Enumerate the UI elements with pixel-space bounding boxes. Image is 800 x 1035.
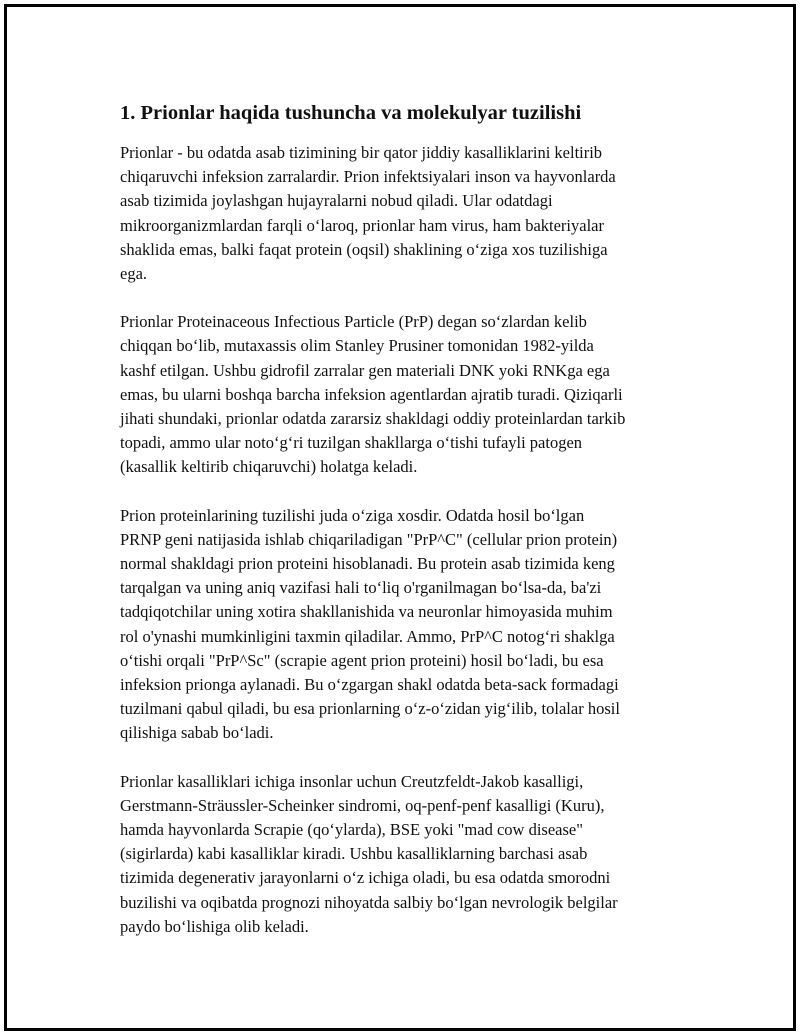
text-line: tadqiqotchilar uning xotira shakllanishida va neuronlar himoyasida muhim <box>120 602 613 622</box>
paragraph-2 <box>120 310 700 479</box>
text-line: PRNP geni natijasida ishlab chiqariladigan "PrP^C" (cellular prion protein) <box>120 529 618 549</box>
text-line: hamda hayvonlarda Scrapie (qoʻylarda), BSE yoki "mad cow disease" <box>120 820 583 840</box>
text-line: emas, bu ularni boshqa barcha infeksion agentlardan ajratib turadi. Qiziqarli <box>120 384 623 404</box>
page-title: 1. Prionlar haqida tushuncha va molekulyar tuzilishi <box>120 102 582 124</box>
text-line: paydo boʻlishiga olib keladi. <box>120 916 309 936</box>
text-line: tarqalgan va uning aniq vazifasi hali toʻliq o'rganilmagan boʻlsa-da, ba'zi <box>120 578 602 598</box>
text-line: Prionlar Proteinaceous Infectious Particle (PrP) degan soʻzlardan kelib <box>120 312 587 332</box>
text-line: tuzilmani qabul qiladi, bu esa prionlarning oʻz-oʻzidan yigʻilib, tolalar hosil <box>120 699 620 719</box>
text-line: oʻtishi orqali "PrP^Sc" (scrapie agent prion proteini) hosil boʻladi, bu esa <box>120 650 604 670</box>
text-line: ega. <box>120 264 148 284</box>
text-line: Prionlar - bu odatda asab tizimining bir qator jiddiy kasalliklarini keltirib <box>120 143 603 162</box>
paragraph-3 <box>120 504 700 746</box>
text-line: shaklida emas, balki faqat protein (oqsil) shaklining oʻziga xos tuzilishiga <box>120 239 608 259</box>
text-line: topadi, ammo ular notoʻgʻri tuzilgan shakllarga oʻtishi tufayli patogen <box>120 433 583 453</box>
text-line: rol o'ynashi mumkinligini taxmin qiladilar. Ammo, PrP^C notogʻri shaklga <box>120 626 615 646</box>
paragraph-4 <box>120 770 700 939</box>
text-line: Prion proteinlarining tuzilishi juda oʻziga xosdir. Odatda hosil boʻlgan <box>120 505 585 525</box>
text-line: Gerstmann-Sträussler-Scheinker sindromi, oq-penf-penf kasalligi (Kuru), <box>120 795 605 815</box>
paragraph-1 <box>120 141 700 286</box>
text-line: infeksion prionga aylanadi. Bu oʻzgargan shakl odatda beta-sack formadagi <box>120 675 619 695</box>
text-line: chiqaruvchi infeksion zarralardir. Prion infektsiyalari inson va hayvonlarda <box>120 167 616 187</box>
text-line: kashf etilgan. Ushbu gidrofil zarralar gen materiali DNK yoki RNKga ega <box>120 360 610 380</box>
text-line: asab tizimida joylashgan hujayralarni nobud qiladi. Ular odatdagi <box>120 191 553 211</box>
text-line: Prionlar kasalliklari ichiga insonlar uchun Creutzfeldt-Jakob kasalligi, <box>120 771 584 791</box>
document-body <box>120 99 700 963</box>
text-line: (kasallik keltirib chiqaruvchi) holatga keladi. <box>120 457 418 477</box>
text-line: qilishiga sabab boʻladi. <box>120 723 274 743</box>
text-line: jihati shundaki, prionlar odatda zararsiz shakldagi oddiy proteinlardan tarkib <box>120 409 626 429</box>
text-line: chiqqan boʻlib, mutaxassis olim Stanley Prusiner tomonidan 1982-yilda <box>120 336 594 356</box>
text-line: tizimida degenerativ jarayonlarni oʻz ichiga oladi, bu esa odatda smorodni <box>120 868 611 888</box>
text-line: normal shakldagi prion proteini hisoblanadi. Bu protein asab tizimida keng <box>120 554 615 574</box>
text-line: mikroorganizmlardan farqli oʻlaroq, prionlar ham virus, ham bakteriyalar <box>120 215 604 235</box>
text-line: buzilishi va oqibatda prognozi nihoyatda salbiy boʻlgan nevrologik belgilar <box>120 892 618 912</box>
page-frame <box>4 4 796 1031</box>
text-line: (sigirlarda) kabi kasalliklar kiradi. Ushbu kasalliklarning barchasi asab <box>120 844 588 864</box>
